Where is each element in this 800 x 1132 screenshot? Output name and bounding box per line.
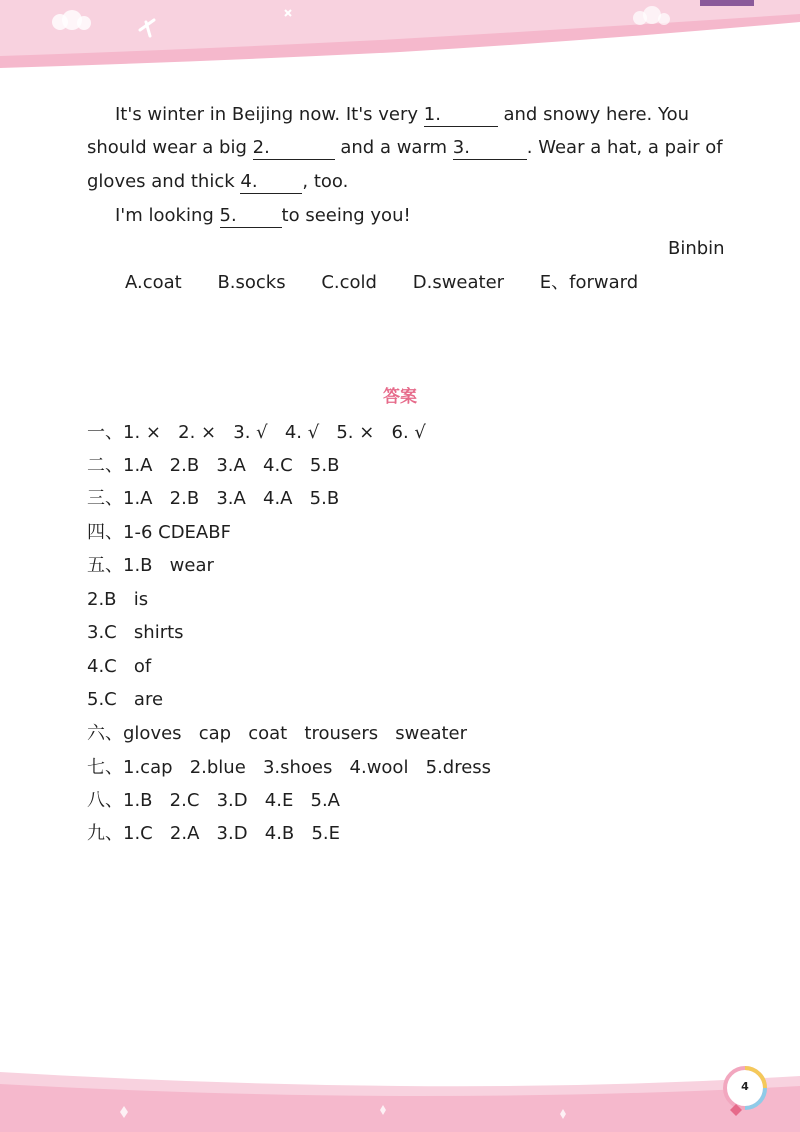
answer-line-3: 三、1.A 2.B 3.A 4.A 5.B xyxy=(87,488,340,509)
answer-line-11: 七、1.cap 2.blue 3.shoes 4.wool 5.dress xyxy=(87,757,492,778)
passage-line-2 xyxy=(87,136,723,160)
answer-line-5: 五、1.B wear xyxy=(87,555,214,576)
answer-line-1: 一、1. × 2. × 3. √ 4. √ 5. × 6. √ xyxy=(87,422,426,443)
word-options xyxy=(125,271,668,295)
signature: Binbin xyxy=(668,238,725,259)
top-decorative-banner xyxy=(0,0,800,70)
bottom-decorative-banner xyxy=(0,1062,800,1132)
passage-text: , too. xyxy=(302,171,349,192)
passage-line-4 xyxy=(115,204,411,228)
answer-line-6: 2.B is xyxy=(87,589,149,610)
blank-5: 5. xyxy=(220,205,282,228)
blank-1: 1. xyxy=(424,104,498,127)
answer-line-4: 四、1-6 CDEABF xyxy=(87,522,231,543)
option-a: A.coat xyxy=(125,272,182,293)
blank-4: 4. xyxy=(240,171,302,194)
passage-text: to seeing you! xyxy=(281,205,411,226)
option-e: E、forward xyxy=(539,272,639,293)
page-badge-icon xyxy=(722,1066,772,1120)
blank-3: 3. xyxy=(453,137,527,160)
answer-line-13: 九、1.C 2.A 3.D 4.B 5.E xyxy=(87,823,340,844)
answer-line-10: 六、gloves cap coat trousers sweater xyxy=(87,723,468,744)
answer-line-2: 二、1.A 2.B 3.A 4.C 5.B xyxy=(87,455,340,476)
passage-text: and a warm xyxy=(334,137,453,158)
answer-line-9: 5.C are xyxy=(87,689,164,710)
passage-line-1 xyxy=(115,103,689,127)
passage-text: . Wear a hat, a pair of xyxy=(526,137,723,158)
passage-text: and snowy here. You xyxy=(497,104,689,125)
option-d: D.sweater xyxy=(412,272,505,293)
answer-line-12: 八、1.B 2.C 3.D 4.E 5.A xyxy=(87,790,340,811)
answer-title: 答案 xyxy=(383,387,417,407)
answer-line-8: 4.C of xyxy=(87,656,152,677)
passage-line-3 xyxy=(87,170,348,194)
passage-text: should wear a big xyxy=(87,137,253,158)
passage-text: It's winter in Beijing now. It's very xyxy=(115,104,424,125)
option-c: C.cold xyxy=(321,272,377,293)
answer-line-7: 3.C shirts xyxy=(87,622,184,643)
passage-text: I'm looking xyxy=(115,205,220,226)
blank-2: 2. xyxy=(253,137,335,160)
page-number: 4 xyxy=(741,1080,749,1093)
passage-text: gloves and thick xyxy=(87,171,241,192)
option-b: B.socks xyxy=(217,272,286,293)
